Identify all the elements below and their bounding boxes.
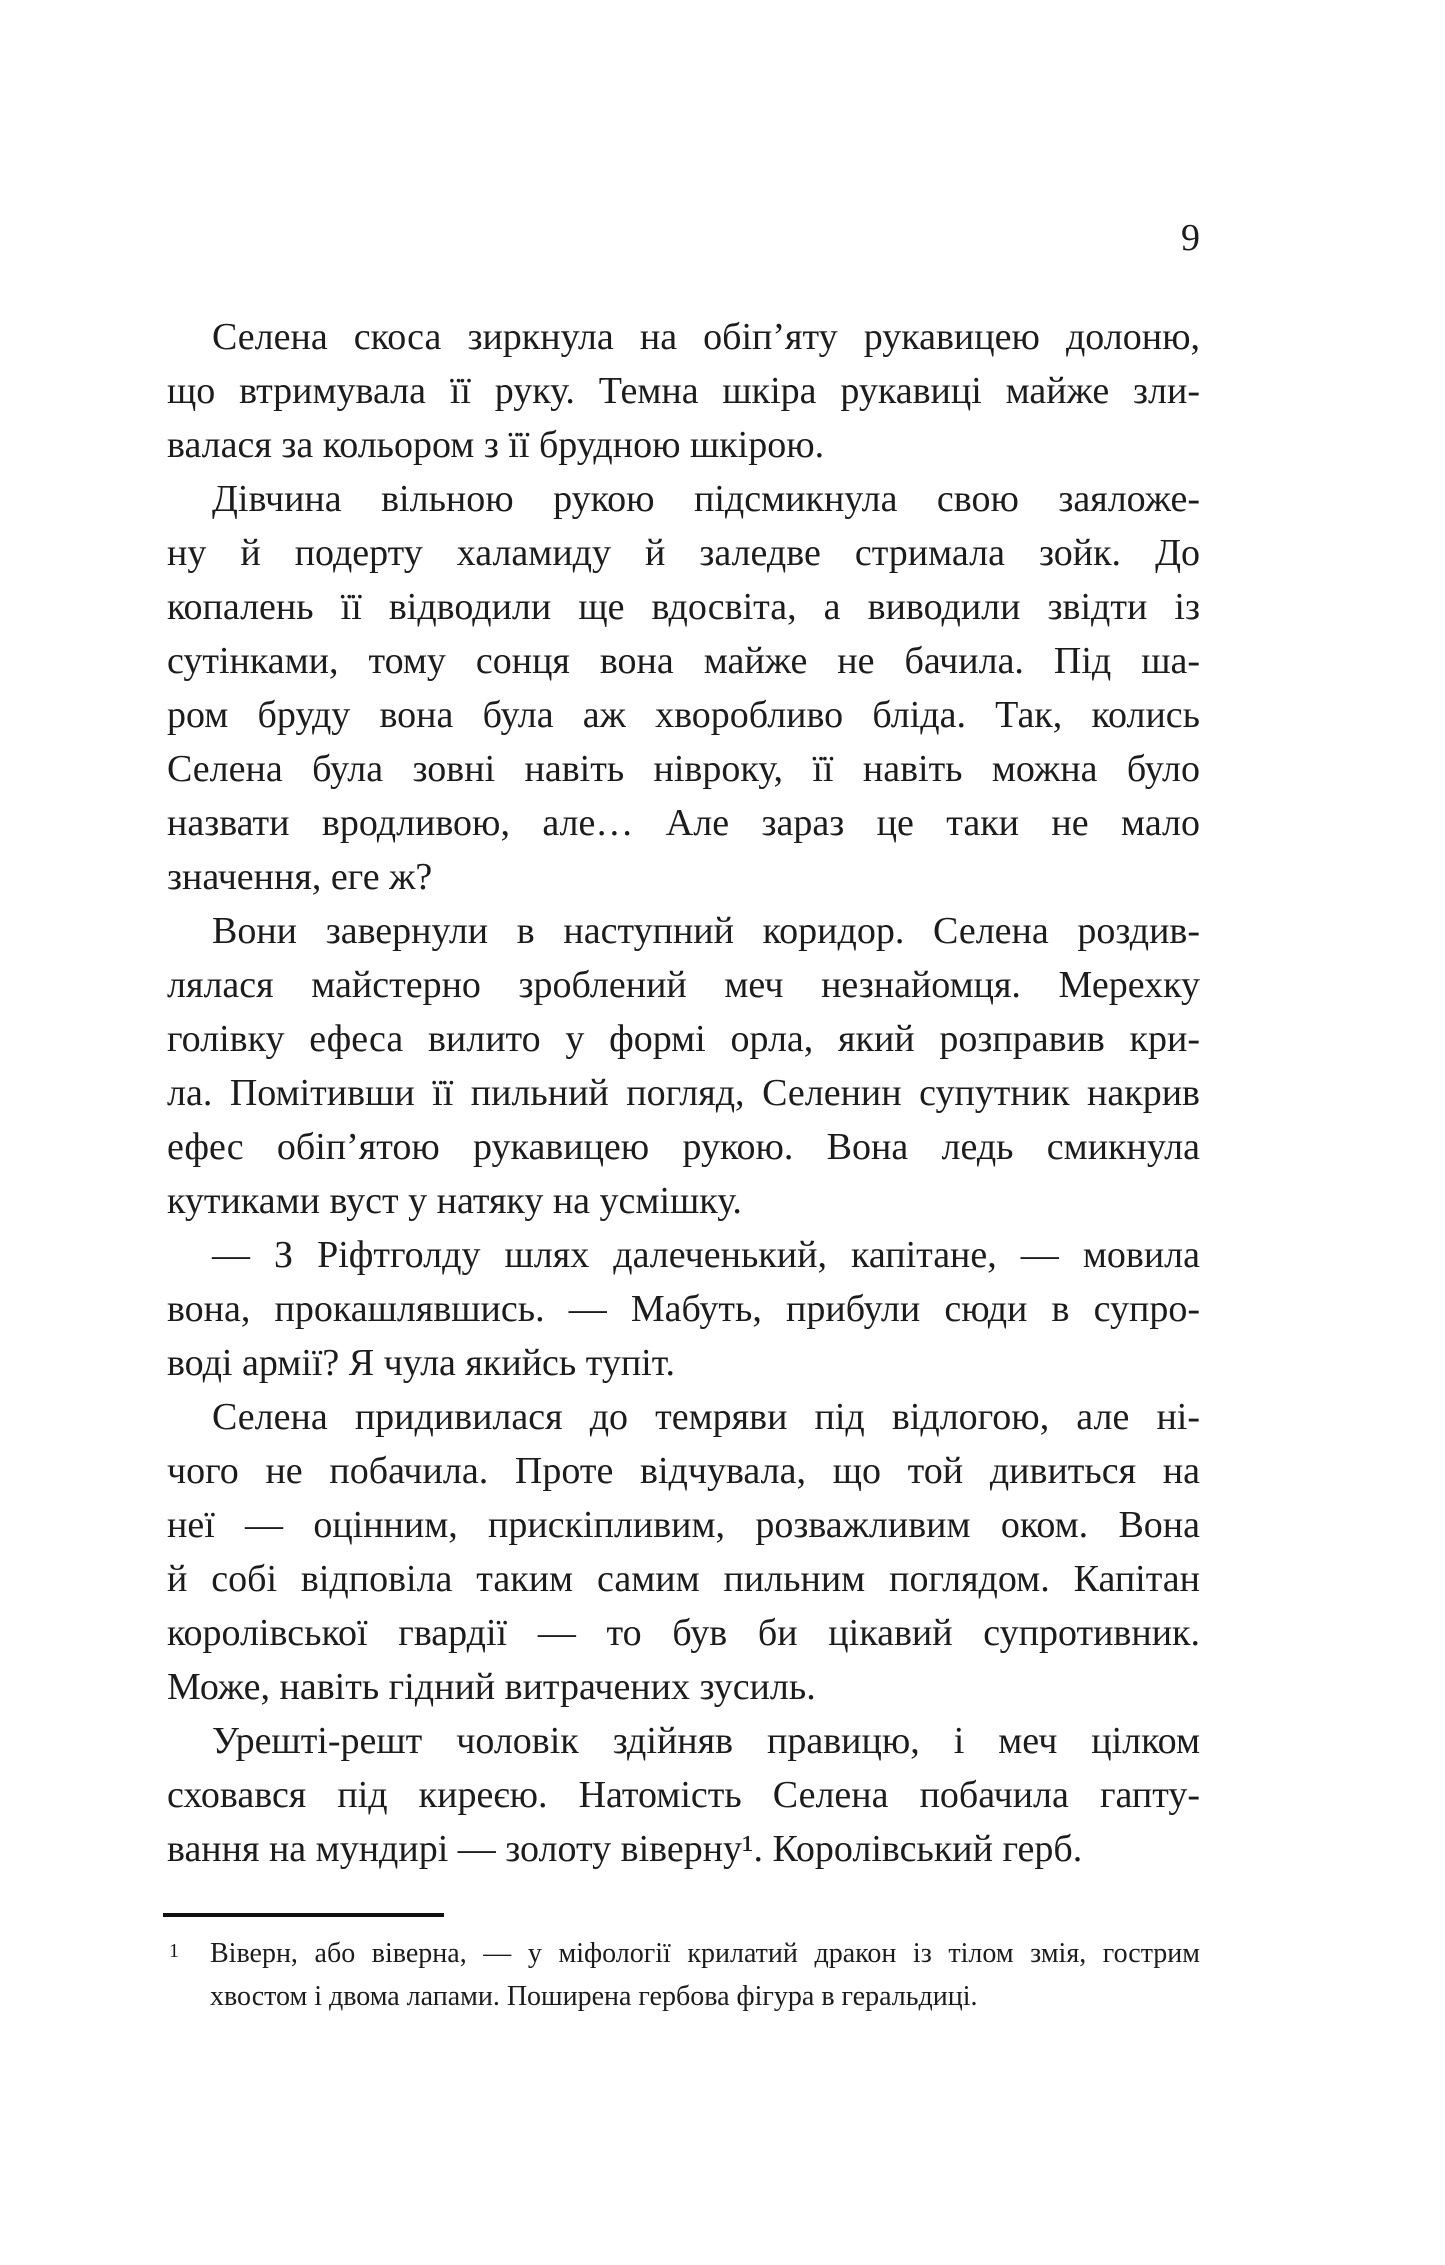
text-line: воді армії? Я чула якийсь тупіт. [167, 1342, 675, 1384]
text-line: сутінками, тому сонця вона майже не бачила. Під ша- [167, 640, 1200, 682]
page-number: 9 [1181, 217, 1200, 259]
text-line: назвати вродливою, але… Але зараз це таки не мало [167, 802, 1200, 844]
text-line: неї — оцінним, прискіпливим, розважливим оком. Вона [167, 1504, 1200, 1546]
text-line: вання на мундирі — золоту віверну¹. Королівський герб. [167, 1828, 1083, 1870]
text-line: ла. Помітивши її пильний погляд, Селенин супутник накрив [167, 1072, 1200, 1114]
paragraph [167, 472, 1200, 904]
paragraph [167, 310, 1200, 472]
text-line: чого не побачила. Проте відчувала, що той дивиться на [167, 1450, 1200, 1492]
text-line: Дівчина вільною рукою підсмикнула свою заяложе- [212, 478, 1200, 520]
text-line: лялася майстерно зроблений меч незнайомця. Мерехку [167, 964, 1200, 1006]
text-line: голівку ефеса вилито у формі орла, який розправив кри- [167, 1018, 1200, 1060]
text-line: ром бруду вона була аж хворобливо бліда. Так, колись [167, 694, 1200, 736]
text-line: сховався під киреєю. Натомість Селена побачила гапту- [167, 1774, 1200, 1816]
text-line: ефес обіп’ятою рукавицею рукою. Вона ледь смикнула [167, 1126, 1200, 1168]
footnote-marker: 1 [169, 1940, 179, 1962]
text-line: Селена була зовні навіть нівроку, її навіть можна було [167, 748, 1200, 790]
footnote-line: хвостом і двома лапами. Поширена гербова фігура в геральдиці. [210, 1981, 978, 2012]
text-line: — З Ріфтголду шлях далеченький, капітане, — мовила [212, 1234, 1200, 1276]
text-line: Селена придивилася до темряви під відлогою, але ні- [212, 1396, 1200, 1438]
text-line: Вони завернули в наступний коридор. Селена роздив- [212, 910, 1200, 952]
text-line: валася за кольором з її брудною шкірою. [167, 424, 825, 466]
text-line: Урешті-решт чоловік здійняв правицю, і меч цілком [212, 1720, 1200, 1762]
paragraph [167, 904, 1200, 1228]
text-line: копалень її відводили ще вдосвіта, а виводили звідти із [167, 586, 1200, 628]
footnote-separator [163, 1913, 444, 1917]
text-line: й собі відповіла таким самим пильним поглядом. Капітан [167, 1558, 1200, 1600]
text-line: вона, прокашлявшись. — Мабуть, прибули сюди в супро- [167, 1288, 1200, 1330]
text-line: що втримувала її руку. Темна шкіра рукавиці майже зли- [167, 370, 1200, 412]
footnote [167, 1932, 1200, 2018]
text-line: ну й подерту халамиду й заледве стримала зойк. До [167, 532, 1200, 574]
paragraph [167, 1714, 1200, 1876]
footnote-text [210, 1932, 1200, 2018]
text-line: королівської гвардії — то був би цікавий супротивник. [167, 1612, 1200, 1654]
paragraph-dialogue [167, 1228, 1200, 1390]
text-line: значення, еге ж? [167, 856, 433, 898]
footnote-line: Віверн, або віверна, — у міфології крилатий дракон із тілом змія, гострим [210, 1938, 1200, 1969]
paragraph [167, 1390, 1200, 1714]
text-line: Селена скоса зиркнула на обіп’яту рукавицею долоню, [212, 316, 1200, 358]
text-line: кутиками вуст у натяку на усмішку. [167, 1180, 742, 1222]
body-text [167, 310, 1200, 1876]
text-line: Може, навіть гідний витрачених зусиль. [167, 1666, 816, 1708]
